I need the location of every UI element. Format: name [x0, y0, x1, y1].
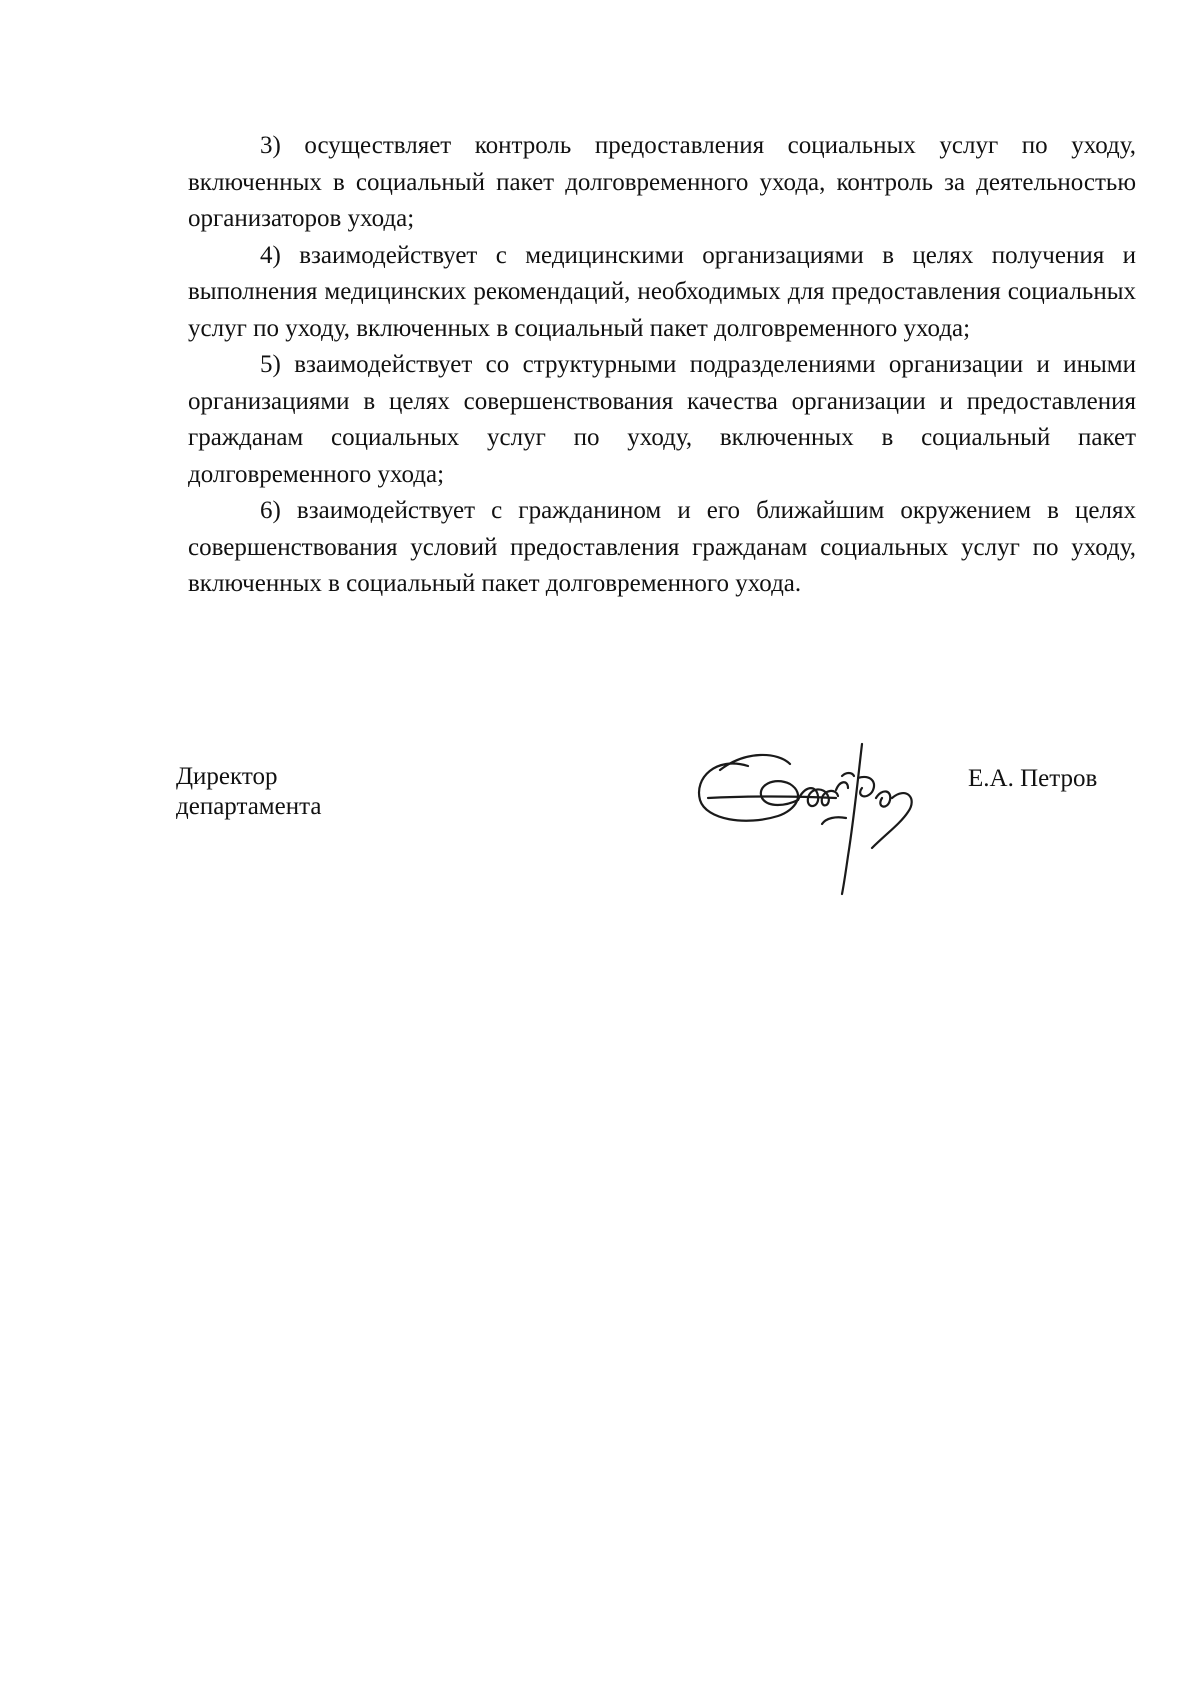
- document-body: [188, 128, 1136, 603]
- signer-title: [176, 762, 321, 822]
- paragraph-item-3: 3) осуществляет контроль предоставления социальных услуг по уходу, включенных в социальный пакет долговременного ухода, контроль за деятельностью организаторов ухода;: [188, 132, 1136, 232]
- paragraph-item-4: 4) взаимодействует с медицинскими организациями в целях получения и выполнения медицинских рекомендаций, необходимых для предоставления социальных услуг по уходу, включенных в социальный пакет долговременного ухода;: [188, 241, 1136, 342]
- handwritten-signature-icon: [686, 738, 926, 898]
- paragraph-item-6: 6) взаимодействует с гражданином и его ближайшим окружением в целях совершенствования условий предоставления гражданам социальных услуг по уходу, включенных в социальный пакет долговременного ухода.: [188, 497, 1136, 597]
- signer-name: Е.А. Петров: [968, 765, 1098, 792]
- signer-title-line-1: Директор: [176, 763, 278, 790]
- paragraph-item-5: 5) взаимодействует со структурными подразделениями организации и иными организациями в целях совершенствования качества организации и предоставления гражданам социальных услуг по уходу, включенных в социальный пакет долговременного ухода;: [188, 351, 1136, 488]
- signature-drawing: [686, 738, 926, 898]
- signer-title-line-2: департамента: [176, 793, 322, 820]
